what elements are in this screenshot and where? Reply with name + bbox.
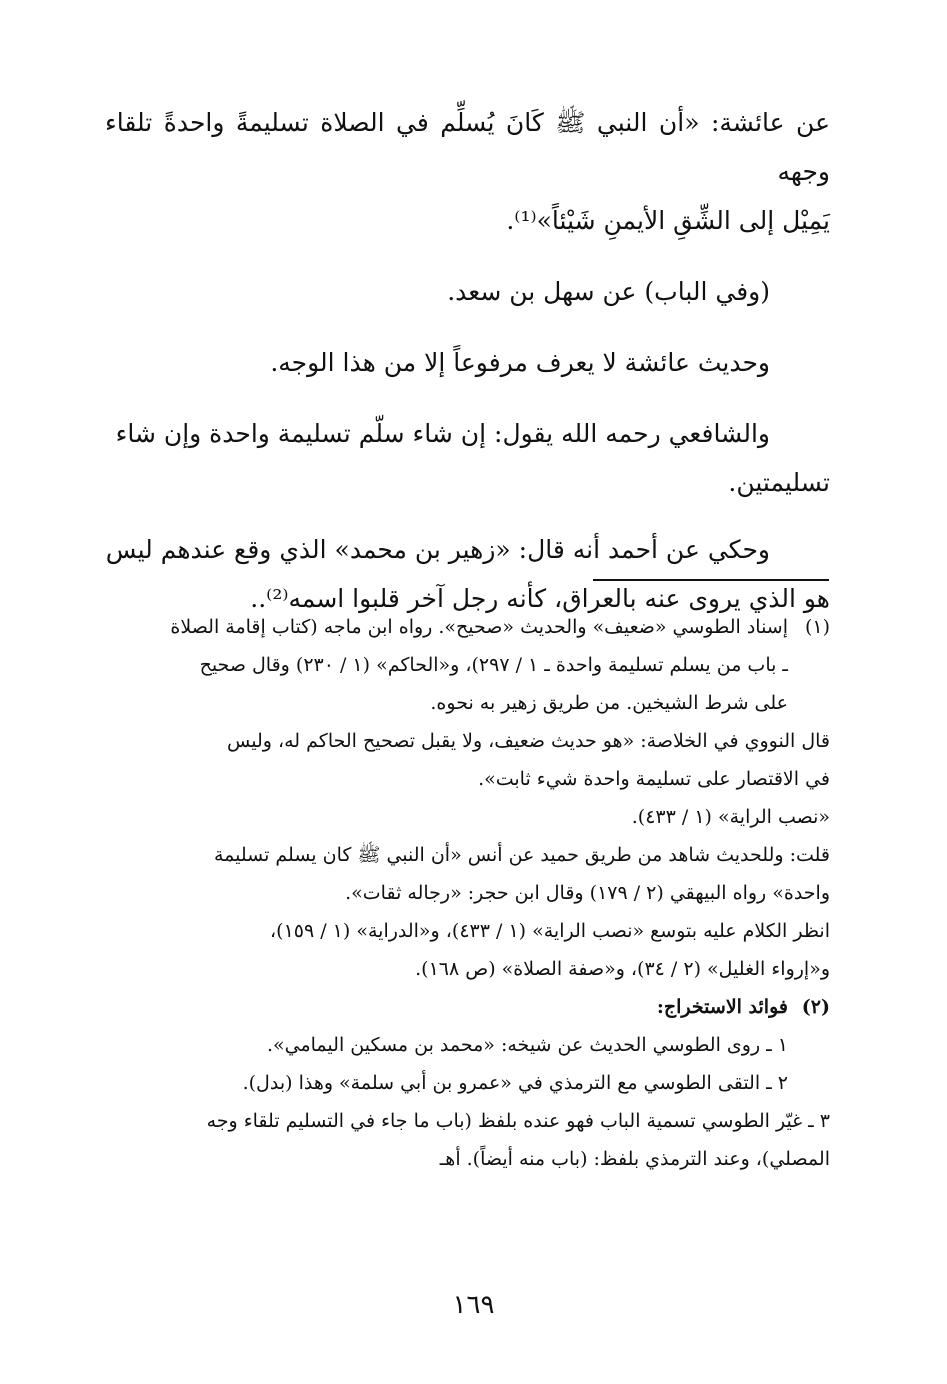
footnote-divider	[593, 579, 829, 581]
footnote-1-line-4: قال النووي في الخلاصة: «هو حديث ضعيف، ولا يقبل تصحيح الحاكم له، وليس	[227, 730, 830, 752]
footnotes	[105, 608, 830, 1178]
footnote-1-line-1	[105, 608, 830, 646]
footnote-1-line-7: قلت: وللحديث شاهد من طريق حميد عن أنس «أن النبي ﷺ كان يسلم تسليمة	[213, 844, 830, 866]
paragraph-4-line-1: والشافعي رحمه الله يقول: إن شاء سلّم تسليمة واحدة وإن شاء	[115, 419, 770, 448]
footnote-1-line-2: ـ باب من يسلم تسليمة واحدة ـ ١ / ٢٩٧)، و«الحاكم» (١ / ٢٣٠) وقال صحيح	[199, 654, 788, 676]
footnote-2-item-1: ١ ـ روى الطوسي الحديث عن شيخه: «محمد بن مسكين اليمامي».	[266, 1034, 788, 1056]
paragraph-5-line-2: هو الذي يروى عنه بالعراق، كأنه رجل آخر قلبوا اسمه⁽²⁾..	[250, 584, 830, 613]
footnote-1-number: (١)	[804, 616, 830, 638]
page-number: ١٦٩	[452, 1290, 495, 1320]
footnote-2-number: (٢)	[801, 996, 830, 1018]
footnote-2-item-2: ٢ ـ التقى الطوسي مع الترمذي في «عمرو بن أبي سلمة» وهذا (بدل).	[242, 1072, 788, 1094]
footnote-1-line-10: و«إرواء الغليل» (٢ / ٣٤)، و«صفة الصلاة» (ص ١٦٨).	[415, 958, 830, 980]
paragraph-4-line-2: تسليمتين.	[728, 468, 830, 497]
paragraph-5-line-1: وحكي عن أحمد أنه قال: «زهير بن محمد» الذي وقع عندهم ليس	[105, 535, 770, 564]
footnote-1-line-3: على شرط الشيخين. من طريق زهير به نحوه.	[430, 692, 788, 714]
footnote-2-title-line	[105, 988, 830, 1026]
footnote-1-line-9: انظر الكلام عليه بتوسع «نصب الراية» (١ / ٤٣٣)، و«الدراية» (١ / ١٥٩)،	[270, 920, 830, 942]
paragraph-2: (وفي الباب) عن سهل بن سعد.	[447, 277, 770, 306]
footnote-1-line-5: في الاقتصار على تسليمة واحدة شيء ثابت».	[478, 768, 830, 790]
footnote-2-title: فوائد الاستخراج:	[656, 996, 788, 1018]
footnote-1-text: إسناد الطوسي «ضعيف» والحديث «صحيح». رواه ابن ماجه (كتاب إقامة الصلاة	[170, 616, 788, 638]
main-text	[105, 98, 830, 623]
paragraph-1-line-1: عن عائشة: «أن النبي ﷺ كَانَ يُسلِّم في الصلاة تسليمةً واحدةً تلقاء وجهه	[105, 108, 830, 186]
paragraph-3: وحديث عائشة لا يعرف مرفوعاً إلا من هذا الوجه.	[270, 348, 770, 377]
paragraph-1-line-2: يَمِيْل إلى الشِّقِ الأيمنِ شَيْئاً»⁽¹⁾.	[506, 206, 830, 235]
footnote-2-item-3-line-1: ٣ ـ غيّر الطوسي تسمية الباب فهو عنده بلفظ (باب ما جاء في التسليم تلقاء وجه	[206, 1110, 830, 1132]
footnote-1-line-8: واحدة» رواه البيهقي (٢ / ١٧٩) وقال ابن حجر: «رجاله ثقات».	[345, 882, 830, 904]
footnote-2-item-3-line-2: المصلي)، وعند الترمذي بلفظ: (باب منه أيضاً). أهـ	[439, 1148, 830, 1170]
footnote-1-line-6: «نصب الراية» (١ / ٤٣٣).	[631, 806, 830, 828]
